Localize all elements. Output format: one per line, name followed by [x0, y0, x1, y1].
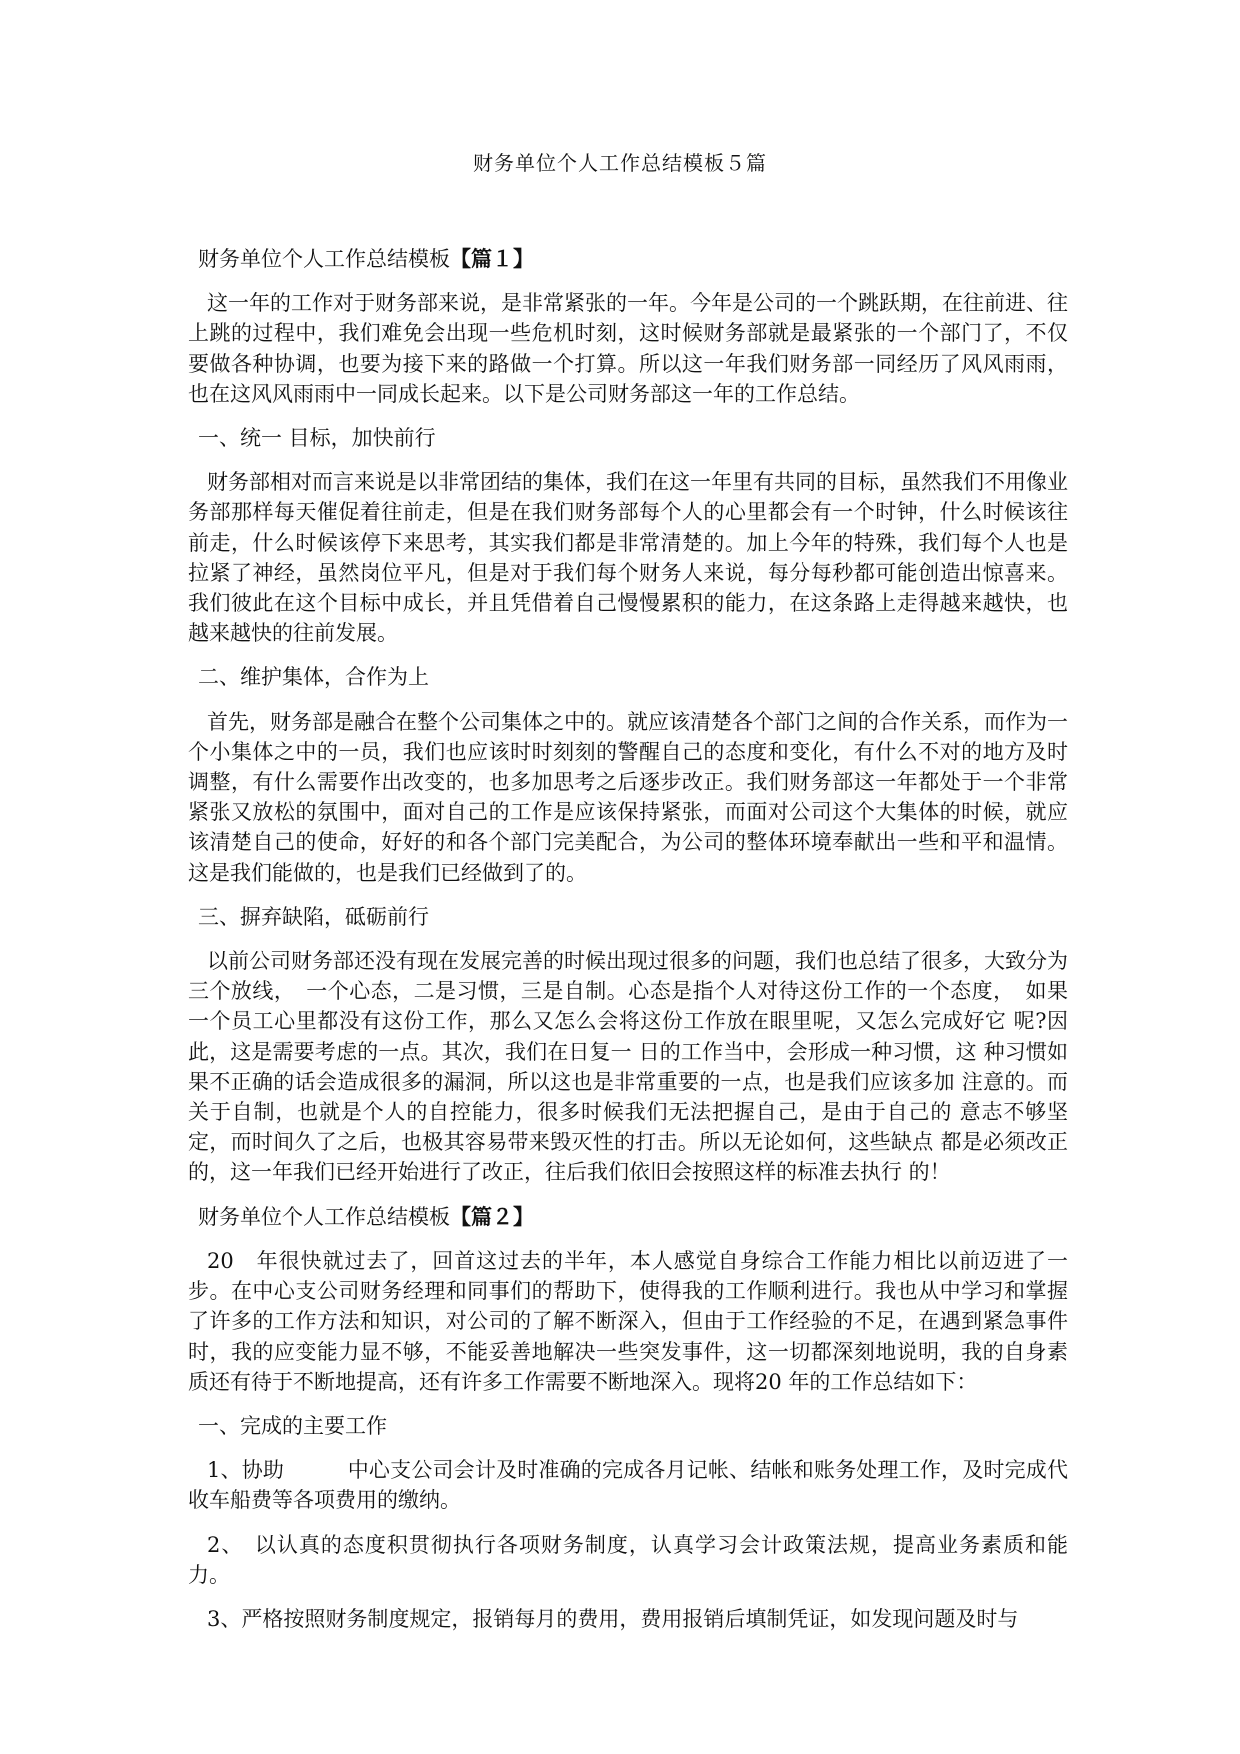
part1-intro: 这一年的工作对于财务部来说，是非常紧张的一年。今年是公司的一个跳跃期，在往前进、往上跳的过程中，我们难免会出现一些危机时刻，这时候财务部就是最紧张的一个部门了，不仅要做各种协调，也要为接下来的路做一个打算。所以这一年我们财务部一同经历了风风雨雨，也在这风风雨雨中一同成长起来。以下是公司财务部这一年的工作总结。: [188, 291, 1068, 406]
part2-intro: 20 年很快就过去了，回首这过去的半年，本人感觉自身综合工作能力相比以前迈进了一步。在中心支公司财务经理和同事们的帮助下，使得我的工作顺利进行。我也从中学习和掌握了许多的工作方法和知识，对公司的了解不断深入，但由于工作经验的不足，在遇到紧急事件时，我的应变能力显不够，不能妥善地解决一些突发事件，这一切都深刻地说明，我的自身素质还有待于不断地提高，还有许多工作需要不断地深入。现将20 年的工作总结如下：: [188, 1248, 1068, 1394]
part2-label: 篇２: [471, 1203, 513, 1229]
part1-bracket-open: 【: [450, 246, 471, 271]
part2-item-3: 3、严格按照财务制度规定，报销每月的费用，费用报销后填制凭证，如发现问题及时与: [207, 1606, 1019, 1631]
part1-section1-title: 一、统一 目标，加快前行: [198, 426, 436, 451]
part2-item-1: 1、协助 中心支公司会计及时准确的完成各月记帐、结帐和账务处理工作，及时完成代 收车船费等各项费用的缴纳。: [188, 1458, 1068, 1513]
part2-bracket-close: 】: [513, 1203, 534, 1229]
part1-section3-title: 三、摒弃缺陷，砥砺前行: [198, 904, 429, 929]
part2-bracket-open: 【: [450, 1203, 471, 1229]
part1-section2-title: 二、维护集体，合作为上: [198, 665, 429, 690]
part1-bracket-close: 】: [513, 246, 534, 271]
part2-heading: [188, 1202, 1068, 1232]
document-title: 财务单位个人工作总结模板５篇: [473, 151, 767, 175]
part1-heading: [188, 244, 1068, 274]
part2-heading-text: 财务单位个人工作总结模板: [198, 1204, 450, 1229]
part2-item-2: 2、 以认真的态度积贯彻执行各项财务制度，认真学习会计政策法规，提高业务素质和能 力。: [188, 1532, 1068, 1587]
part1-section2-body: 首先，财务部是融合在整个公司集体之中的。就应该清楚各个部门之间的合作关系，而作为一个小集体之中的一员，我们也应该时时刻刻的警醒自己的态度和变化，有什么不对的地方及时调整，有什么需要作出改变的，也多加思考之后逐步改正。我们财务部这一年都处于一个非常紧张又放松的氛围中，面对自己的工作是应该保持紧张，而面对公司这个大集体的时候，就应该清楚自己的使命，好好的和各个部门完美配合，为公司的整体环境奉献出一些和平和温情。这是我们能做的，也是我们已经做到了的。: [188, 709, 1068, 885]
part1-section3-body: 以前公司财务部还没有现在发展完善的时候出现过很多的问题，我们也总结了很多，大致分为三个放线， 一个心态，二是习惯，三是自制。心态是指个人对待这份工作的一个态度， 如果一个员工心里都没有这份工作，那么又怎么会将这份工作放在眼里呢，又怎么完成好它 呢?因此，这是需要考虑的一点。其次，我们在日复一 日的工作当中，会形成一种习惯，这 种习惯如果不正确的话会造成很多的漏洞，所以这也是非常重要的一点，也是我们应该多加 注意的。而关于自制，也就是个人的自控能力，很多时候我们无法把握自己，是由于自己的 意志不够坚定，而时间久了之后，也极其容易带来毁灭性的打击。所以无论如何，这些缺点 都是必须改正的，这一年我们已经开始进行了改正，往后我们依旧会按照这样的标准去执行 的！: [188, 949, 1068, 1185]
part1-label: 篇１: [471, 246, 513, 271]
part2-section1-title: 一、完成的主要工作: [198, 1413, 387, 1438]
part1-heading-text: 财务单位个人工作总结模板: [198, 247, 450, 271]
document-body: [188, 244, 1068, 1634]
part1-section1-body: 财务部相对而言来说是以非常团结的集体，我们在这一年里有共同的目标，虽然我们不用像业务部那样每天催促着往前走，但是在我们财务部每个人的心里都会有一个时钟，什么时候该往前走，什么时候该停下来思考，其实我们都是非常清楚的。加上今年的特殊，我们每个人也是拉紧了神经，虽然岗位平凡，但是对于我们每个财务人来说，每分每秒都可能创造出惊喜来。我们彼此在这个目标中成长，并且凭借着自己慢慢累积的能力，在这条路上走得越来越快，也越来越快的往前发展。: [188, 470, 1068, 646]
